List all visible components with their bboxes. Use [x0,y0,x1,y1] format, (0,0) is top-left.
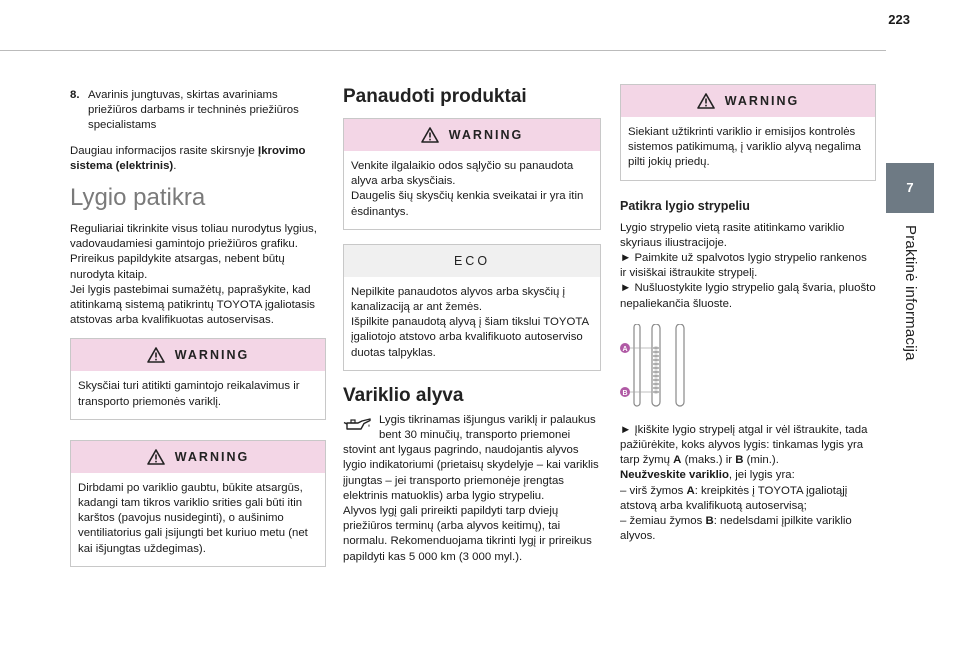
mark-a: A [686,484,695,497]
warning-title: WARNING [174,449,250,464]
item-text: Avarinis jungtuvas, skirtas avariniams priežiūros darbams ir techninės priežiūros specialistams [88,89,299,132]
column-right [620,88,876,544]
text: : kreipkitės į TOYOTA įgaliotąjį atstovą arba kvalifikuotą autoservisą; [620,484,848,512]
text: (maks.) ir [681,454,736,467]
eco-box [343,244,601,371]
more-info-paragraph [70,144,326,174]
dipstick-check-paragraph [620,423,876,545]
text: (min.). [743,454,779,467]
warning-header [344,119,600,151]
warning-box [343,118,601,230]
warning-box [620,84,876,181]
more-info-suffix: . [173,159,177,172]
section-title-used-products: Panaudoti produktai [343,86,527,107]
warning-text: Venkite ilgalaikio odos sąlyčio su panaudota alyva arba skysčiais. Daugelis šių skysčių kenkia sveikatai ir yra itin ėsdinantys. [351,160,584,218]
marker-a-label: A [622,345,628,353]
warning-triangle-icon [697,93,715,109]
warning-title: WARNING [724,94,800,108]
engine-oil-text: Lygis tikrinamas išjungus variklį ir palaukus bent 30 minučių, transporto priemonei stovint ant lygaus pagrindo, naudojantis alyvos lygio indikatoriumi (prietaisų skydelyje – kai variklis įjungtas – jei transporto priemonėje įrengtas elektrinis matuoklis) arba lygio strypeliu. Alyvos lygį gali prireikti papildyti tarp dviejų priežiūros terminų (arba alyvos keitimų), tai normalu. Rekomenduojama tikrinti lygį ir prireikus papildyti kas 5 000 km (3 000 myl.). [343,413,599,563]
mark-b: B [705,515,714,528]
mark-a: A [673,454,682,467]
eco-title: ECO [453,253,491,268]
eco-text: Nepilkite panaudotos alyvos arba skysčių į kanalizaciją ar ant žemės. Išpilkite panaudotą alyvą į šiam tikslui TOYOTA įgaliotojo atstovo arba kvalifikuoto autoserviso duotas talpyklas. [351,285,589,359]
section-title-engine-oil: Variklio alyva [343,384,464,406]
warning-box [70,440,326,567]
engine-oil-block [343,413,601,565]
text: – virš žymos [620,484,687,497]
mark-b: B [735,454,744,467]
warning-header [71,339,325,371]
warning-header [71,441,325,473]
warning-phrase: Neužveskite variklio [620,469,729,482]
warning-text: Skysčiai turi atitikti gamintojo reikalavimus ir transporto priemonės variklį. [78,380,300,408]
list-item [70,88,326,134]
cross-reference-link[interactable]: Įkrovimo sistema (elektrinis) [70,144,306,172]
header-divider [0,50,886,51]
oil-can-icon [343,416,371,434]
warning-text: Dirbdami po variklio gaubtu, būkite atsargūs, kadangi tam tikros variklio srities gali būti itin karštos (pavojus nusideginti), o aušinimo ventiliatorius gali įsijungti bet kuriuo metu (net kai išjungtas uždegimas). [78,481,308,555]
warning-box [70,338,326,419]
warning-title: WARNING [448,128,524,142]
eco-header [344,245,600,277]
text: ► Įkiškite lygio strypelį atgal ir vėl ištraukite, tada pažiūrėkite, koks alyvos lygis: tinkamas lygis yra tarp žymų [620,423,868,467]
warning-header [621,85,875,117]
warning-triangle-icon [147,449,165,465]
warning-text: Siekiant užtikrinti variklio ir emisijos kontrolės sistemos patikimumą, į variklio alyvą negalima pilti jokių priedų. [628,126,861,169]
chapter-title: Praktinė informacija [902,225,919,361]
warning-title: WARNING [174,348,250,363]
dipstick-illustration [620,324,700,409]
section-title-dipstick: Patikra lygio strypeliu [620,198,750,213]
warning-triangle-icon [147,347,165,363]
dipstick-drawing [620,324,700,409]
page-number: 223 [888,12,910,27]
more-info-text: Daugiau informacijos rasite skirsnyje [70,144,259,157]
text: – žemiau žymos [620,515,706,528]
marker-b-label: B [622,389,628,397]
dipstick-instructions: Lygio strypelio vietą rasite atitinkamo variklio skyriaus iliustracijoje. ► Paimkite už spalvotos lygio strypelio rankenos ir visiškai ištraukite strypelį. ► Nušluostykite lygio strypelio galą švaria, pluošto nepaliekančia šluoste. [620,221,876,310]
text: , jei lygis yra: [728,469,795,482]
column-left [70,88,326,581]
item-number: 8. [70,89,80,101]
text: : nedelsdami įpilkite variklio alyvos. [620,515,852,543]
level-check-paragraph: Reguliariai tikrinkite visus toliau nurodytus lygius, vadovaudamiesi gamintojo priežiūros grafiku. Prireikus papildykite atsargas, nebent būtų nurodyta kitaip. Jei lygis pastebimai sumažėtų, paprašykite, kad atitinkamą sistemą patikrintų TOYOTA įgaliotasis atstovas arba kvalifikuotas autoservisas. [70,223,317,327]
column-middle [343,88,601,565]
section-title-level-check: Lygio patikra [70,184,206,212]
warning-triangle-icon [421,127,439,143]
chapter-tab[interactable]: 7 [886,163,934,213]
